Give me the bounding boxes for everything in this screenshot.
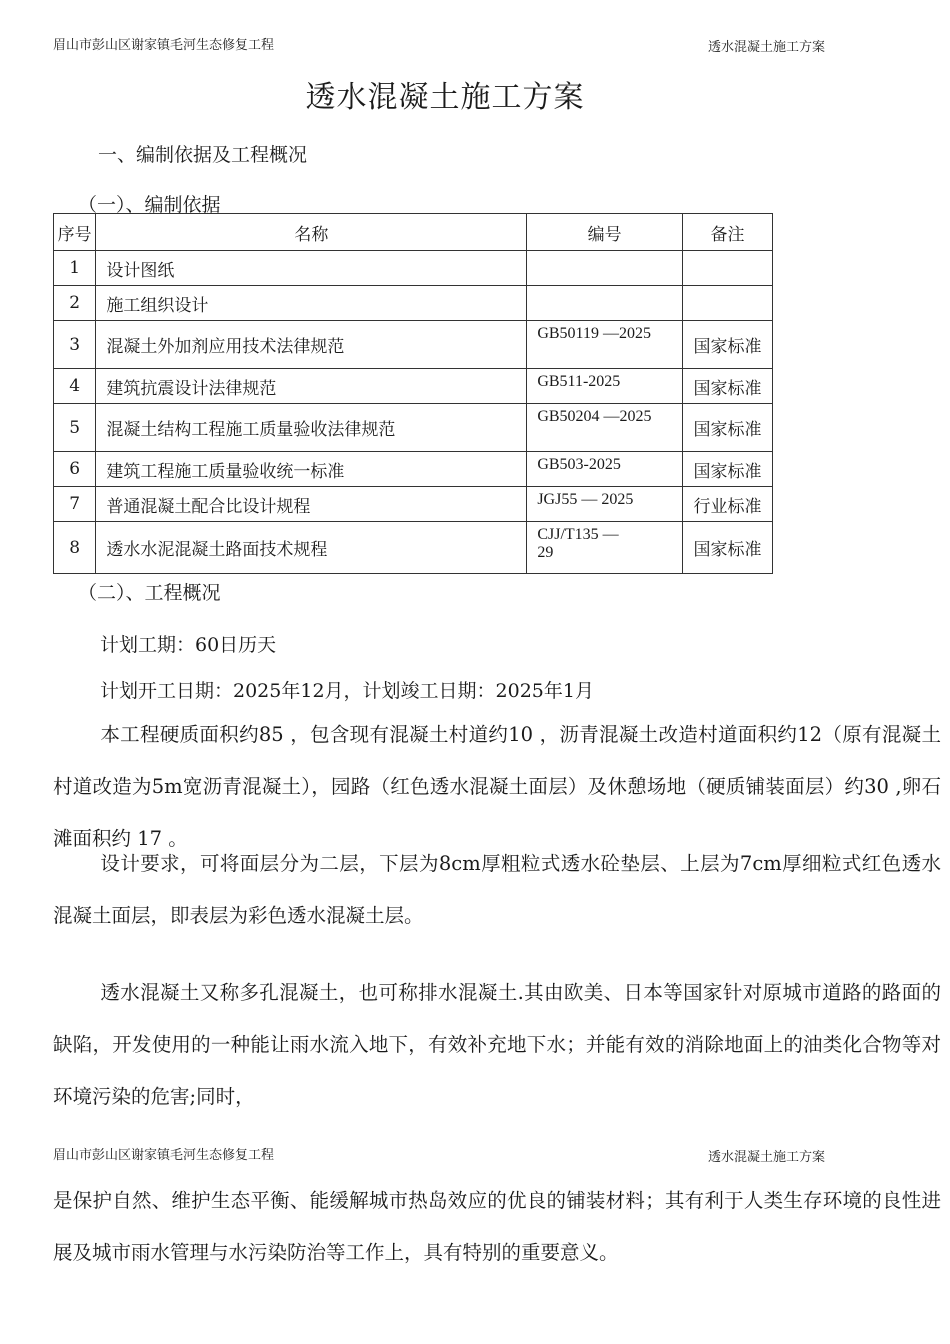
section-heading-basis-overview: 一、编制依据及工程概况 (98, 144, 308, 166)
table-row (54, 404, 773, 452)
col-header-code: 编号 (527, 214, 683, 251)
row-number: 2 (54, 286, 96, 321)
document-title: 透水混凝土施工方案 (305, 80, 585, 115)
row-note: 国家标准 (682, 321, 772, 369)
subsection-heading-basis: （一）、编制依据 (78, 194, 221, 216)
row-number: 3 (54, 321, 96, 369)
row-number: 1 (54, 251, 96, 286)
row-note: 国家标准 (682, 522, 772, 574)
row-name: 普通混凝土配合比设计规程 (96, 487, 527, 522)
row-note: 国家标准 (682, 404, 772, 452)
row-name: 建筑工程施工质量验收统一标准 (96, 452, 527, 487)
row-number: 5 (54, 404, 96, 452)
row-name: 施工组织设计 (96, 286, 527, 321)
row-note (682, 251, 772, 286)
row-note: 国家标准 (682, 452, 772, 487)
subsection-heading-overview: （二）、工程概况 (78, 582, 221, 604)
paragraph-pervious-concrete: 透水混凝土又称多孔混凝土，也可称排水混凝土.其由欧美、日本等国家针对原城市道路的路面的缺陷，开发使用的一种能让雨水流入地下，有效补充地下水；并能有效的消除地面上的油类化合物等对环境污染的危害;同时， (53, 981, 941, 1108)
row-note: 国家标准 (682, 369, 772, 404)
table-row (54, 251, 773, 286)
row-code: GB50119 —2025 (527, 321, 683, 369)
table-row (54, 522, 773, 574)
row-name: 设计图纸 (96, 251, 527, 286)
table-row (54, 452, 773, 487)
row-note (682, 286, 772, 321)
paragraph-continuation: 是保护自然、维护生态平衡、能缓解城市热岛效应的优良的铺装材料；其有利于人类生存环境的良性进展及城市雨水管理与水污染防治等工作上，具有特别的重要意义。 (53, 1189, 941, 1264)
table-row (54, 487, 773, 522)
row-name: 建筑抗震设计法律规范 (96, 369, 527, 404)
row-name: 透水水泥混凝土路面技术规程 (96, 522, 527, 574)
planned-duration: 计划工期：60日历天 (100, 634, 277, 656)
page2-header-left: 眉山市彭山区谢家镇毛河生态修复工程 (53, 1148, 275, 1163)
row-name: 混凝土结构工程施工质量验收法律规范 (96, 404, 527, 452)
row-number: 6 (54, 452, 96, 487)
page-header-right: 透水混凝土施工方案 (708, 40, 826, 55)
row-code: CJJ/T135 — 29 (527, 522, 683, 574)
col-header-name: 名称 (96, 214, 527, 251)
row-code (527, 286, 683, 321)
row-code: GB511-2025 (527, 369, 683, 404)
row-number: 7 (54, 487, 96, 522)
row-code: GB50204 —2025 (527, 404, 683, 452)
table-row (54, 369, 773, 404)
paragraph-design-requirement: 设计要求，可将面层分为二层，下层为8cm厚粗粒式透水砼垫层、上层为7cm厚细粒式红色透水混凝土面层，即表层为彩色透水混凝土层。 (53, 852, 941, 927)
reference-standards-table (53, 213, 773, 574)
planned-dates: 计划开工日期：2025年12月，计划竣工日期：2025年1月 (100, 680, 594, 702)
paragraph-area: 本工程硬质面积约85 ，包含现有混凝土村道约10 ，沥青混凝土改造村道面积约12（原有混凝土村道改造为5m宽沥青混凝土），园路（红色透水混凝土面层）及休憩场地（硬质铺装面层）约30 ,卵石滩面积约 17 。 (53, 723, 941, 850)
col-header-note: 备注 (682, 214, 772, 251)
row-code: JGJ55 — 2025 (527, 487, 683, 522)
row-code: GB503-2025 (527, 452, 683, 487)
table-row (54, 286, 773, 321)
col-header-no: 序号 (54, 214, 96, 251)
row-code (527, 251, 683, 286)
row-number: 8 (54, 522, 96, 574)
table-row (54, 321, 773, 369)
row-name: 混凝土外加剂应用技术法律规范 (96, 321, 527, 369)
table-header-row (54, 214, 773, 251)
row-note: 行业标准 (682, 487, 772, 522)
page-header-left: 眉山市彭山区谢家镇毛河生态修复工程 (53, 38, 275, 53)
page2-header-right: 透水混凝土施工方案 (708, 1150, 826, 1165)
row-number: 4 (54, 369, 96, 404)
